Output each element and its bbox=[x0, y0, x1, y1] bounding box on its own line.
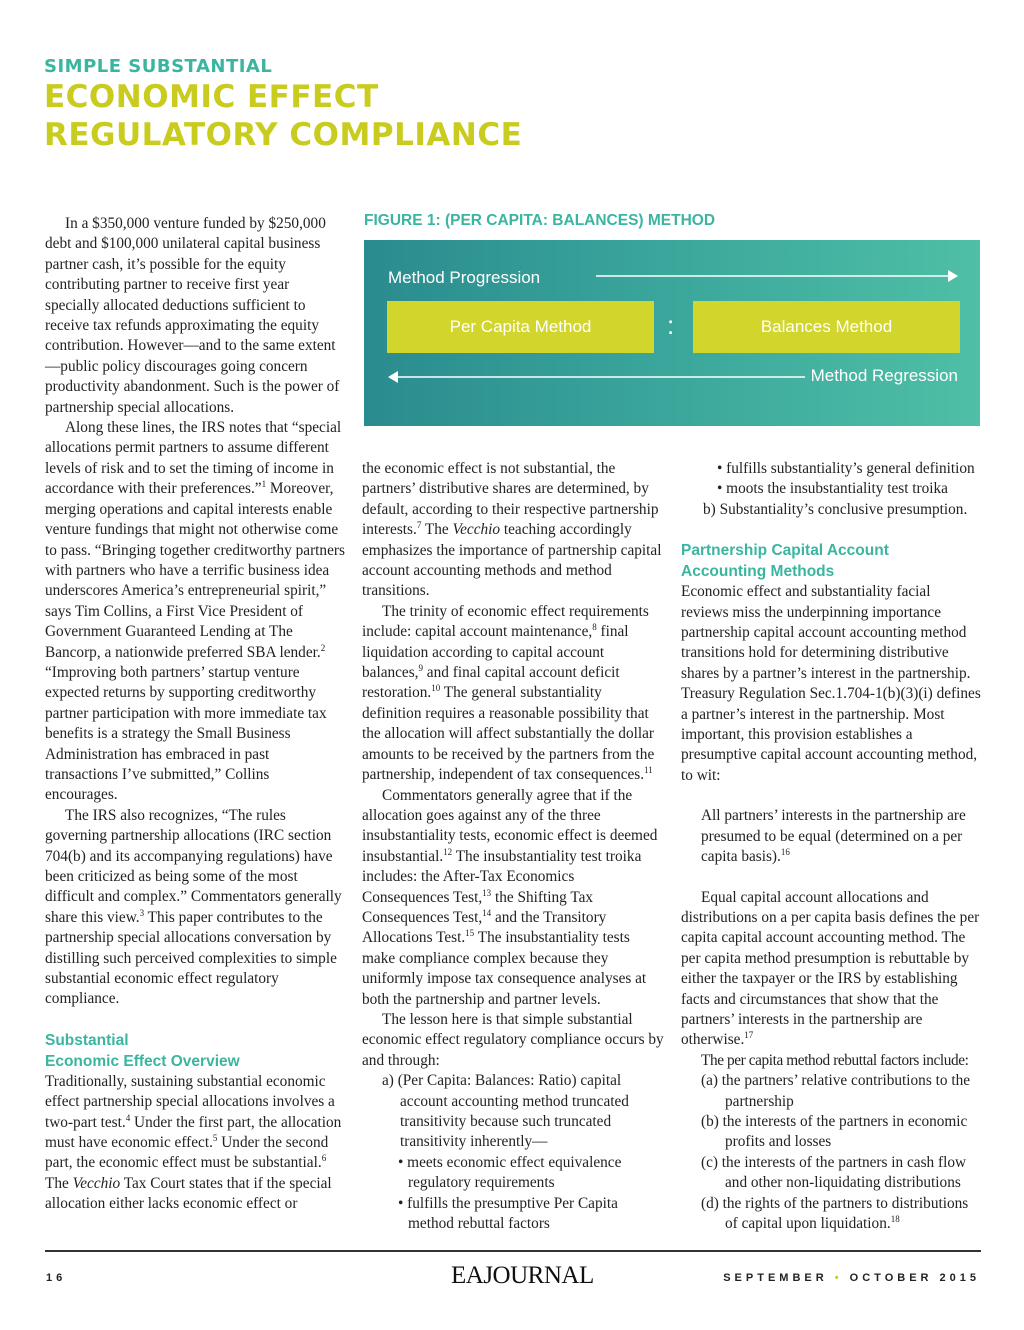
separator: : bbox=[667, 310, 675, 340]
title-line-3: REGULATORY COMPLIANCE bbox=[44, 117, 523, 153]
paragraph: Equal capital account allocations and distributions on a per capita basis defines the per capita capital account accounting method. The per capita method presumption is rebuttable by either the taxpayer or the IRS by establishing facts and circumstances that show that the partners’ interests in the partnership are otherwise.$^{17}$ bbox=[681, 888, 980, 1049]
separator-dot: • bbox=[834, 1272, 843, 1284]
footnote-ref: 13 bbox=[482, 887, 492, 898]
paragraph: The trinity of economic effect requirements include: capital account maintenance,$^8$ final liquidation according to capital account balances,$^9$ and final capital account deficit restoration.$^{10}$ The general substantiality definition requires a reasonable possibility that the allocation will affect substantially the dollar amounts to be received by the partners from the partnership, independent of tax consequences.$^{11}$ bbox=[362, 602, 655, 784]
subheading: Substantial bbox=[45, 1031, 129, 1049]
method-figure bbox=[364, 240, 980, 426]
balances-method-box: Balances Method bbox=[693, 301, 960, 353]
factor-item: (d) the rights of the partners to distributions of capital upon liquidation.$^{18}$ bbox=[701, 1194, 969, 1232]
footnote-ref: 7 bbox=[416, 520, 422, 531]
paragraph: The lesson here is that simple substantial economic effect regulatory compliance occurs by and through: bbox=[362, 1010, 664, 1069]
footnote-ref: 11 bbox=[644, 765, 653, 775]
list-item: a) (Per Capita: Balances: Ratio) capital account accounting method truncated transitivity because such truncated transitivity inherently— bbox=[382, 1072, 629, 1151]
footnote-ref: 3 bbox=[139, 907, 145, 918]
subheading: Economic Effect Overview bbox=[45, 1052, 240, 1070]
per-capita-method-box: Per Capita Method bbox=[387, 301, 654, 353]
paragraph: Commentators generally agree that if the allocation goes against any of the three insubstantiality tests, economic effect is deemed insubstantial.$^{12}$ The insubstantiality test troika includes: the After-Tax Economics Consequences Test,$^{13}$ the Shifting Tax Consequences Test,$^{14}$ and the Transitory Allocations Test.$^{15}$ The insubstantiality tests make compliance complex because they uniformly impose tax consequence analyses at both the partnership and partner levels. bbox=[362, 786, 658, 1008]
factor-item: (a) the partners’ relative contributions to the partnership bbox=[701, 1072, 971, 1110]
footnote-ref: 10 bbox=[431, 683, 441, 694]
list-item: b) Substantiality’s conclusive presumption. bbox=[703, 500, 968, 518]
footnote-ref: 4 bbox=[125, 1112, 131, 1123]
footnote-ref: 6 bbox=[321, 1153, 327, 1164]
bullet-item: • fulfills substantiality’s general definition bbox=[717, 460, 975, 477]
block-quote: All partners’ interests in the partnership are presumed to be equal (determined on a per capita basis).$^{16}$ bbox=[701, 807, 966, 866]
footnote-ref: 8 bbox=[592, 622, 597, 633]
subheading: Partnership Capital Account bbox=[681, 542, 889, 560]
regression-arrow-head bbox=[388, 371, 398, 383]
paragraph: Economic effect and substantiality facial reviews miss the underpinning importance partnership capital account accounting method transitions hold for determining distributive shares by a partner’s interest in the partnership. Treasury Regulation Sec.1.704-1(b)(3)(i) defines a partner’s interest in the partnership. Most important, this provision establishes a presumptive capital account accounting method, to wit: bbox=[681, 583, 981, 784]
page-number: 16 bbox=[46, 1272, 67, 1284]
paragraph: Along these lines, the IRS notes that “special allocations permit partners to assume different levels of risk and to set the timing of income in accordance with their preferences.”$^1$ Moreover, merging operations and capital interests enable venture fundings that might not otherwise come to pass. “Bringing together creditworthy partners with partners who have a terrific business idea underscores America’s entrepreneurial spirit,” says Tim Collins, a First Vice President of Government Guaranteed Lending at The Bancorp, a nationwide preferred SBA lender.$^2$ “Improving both partners’ startup venture expected returns by supporting creditworthy partner participation with more immediate tax benefits is a strategy the Small Business Administration has embraced in past transactions I’ve submitted,” Collins encourages. bbox=[45, 419, 345, 804]
footnote-ref: 5 bbox=[212, 1132, 218, 1143]
column-3 bbox=[681, 459, 981, 1234]
paragraph: The IRS also recognizes, “The rules governing partnership allocations (IRC section 704(b) and its accompanying regulations) have been criticized as being some of the most difficult and complex.” Commentators generally share this view.$^3$ This paper contributes to the partnership special allocations conversation by distilling such perceived complexities to simple substantial economic effect regulatory compliance. bbox=[45, 806, 342, 1008]
method-regression-label: Method Regression bbox=[810, 366, 958, 385]
footer-rule bbox=[45, 1250, 981, 1252]
figure-caption: FIGURE 1: (PER CAPITA: BALANCES) METHOD bbox=[364, 212, 716, 229]
article-title bbox=[44, 56, 522, 154]
footnote-ref: 18 bbox=[890, 1213, 900, 1224]
column-2 bbox=[362, 459, 665, 1234]
factor-item: (b) the interests of the partners in economic profits and losses bbox=[701, 1112, 968, 1151]
paragraph: the economic effect is not substantial, the partners’ distributive shares are determined, by default, according to their respective partnership interests.$^7$ The Vecchio teaching accordingly emphasizes the importance of partnership capital account accounting methods and method transitions. bbox=[362, 460, 662, 600]
bullet-item: • fulfills the presumptive Per Capita method rebuttal factors bbox=[398, 1194, 618, 1233]
progression-arrow-head bbox=[948, 270, 958, 282]
method-progression-label: Method Progression bbox=[388, 268, 541, 287]
column-1 bbox=[45, 214, 345, 1215]
factor-item: (c) the interests of the partners in cash flow and other non-liquidating distributions bbox=[701, 1153, 967, 1192]
footnote-ref: 9 bbox=[418, 662, 423, 673]
footnote-ref: 2 bbox=[320, 642, 326, 653]
footnote-ref: 12 bbox=[443, 846, 453, 857]
paragraph: Traditionally, sustaining substantial economic effect partnership special allocations involves a two-part test.$^4$ Under the first part, the allocation must have economic effect.$^5$ Under the second part, the economic effect must be substantial.$^6$ The Vecchio Tax Court states that if the special allocation either lacks economic effect or bbox=[45, 1072, 342, 1213]
paragraph: In a $350,000 venture funded by $250,000 debt and $100,000 unilateral capital business partner cash, it’s possible for the equity contributing partner to receive first year specially allocated deductions sufficient to receive tax refunds approximating the equity contribution. However—and to the same extent—public policy discourages going concern productivity abandonment. Such is the power of partnership special allocations. bbox=[45, 215, 340, 416]
factors-intro: The per capita method rebuttal factors include: bbox=[701, 1051, 969, 1069]
bullet-item: • moots the insubstantiality test troika bbox=[717, 480, 948, 498]
footnote-ref: 16 bbox=[780, 847, 790, 857]
subheading: Accounting Methods bbox=[681, 563, 835, 581]
title-line-1: SIMPLE SUBSTANTIAL bbox=[44, 56, 273, 77]
footnote-ref: 15 bbox=[465, 928, 475, 939]
title-line-2: ECONOMIC EFFECT bbox=[44, 79, 379, 115]
footnote-ref: 1 bbox=[261, 479, 267, 490]
footnote-ref: 14 bbox=[482, 907, 492, 918]
ea-journal-logo: EAJOURNAL bbox=[451, 1262, 594, 1289]
bullet-item: • meets economic effect equivalence regulatory requirements bbox=[398, 1153, 622, 1192]
footnote-ref: 17 bbox=[744, 1030, 754, 1041]
issue-date: SEPTEMBER • OCTOBER 2015 bbox=[723, 1272, 980, 1284]
